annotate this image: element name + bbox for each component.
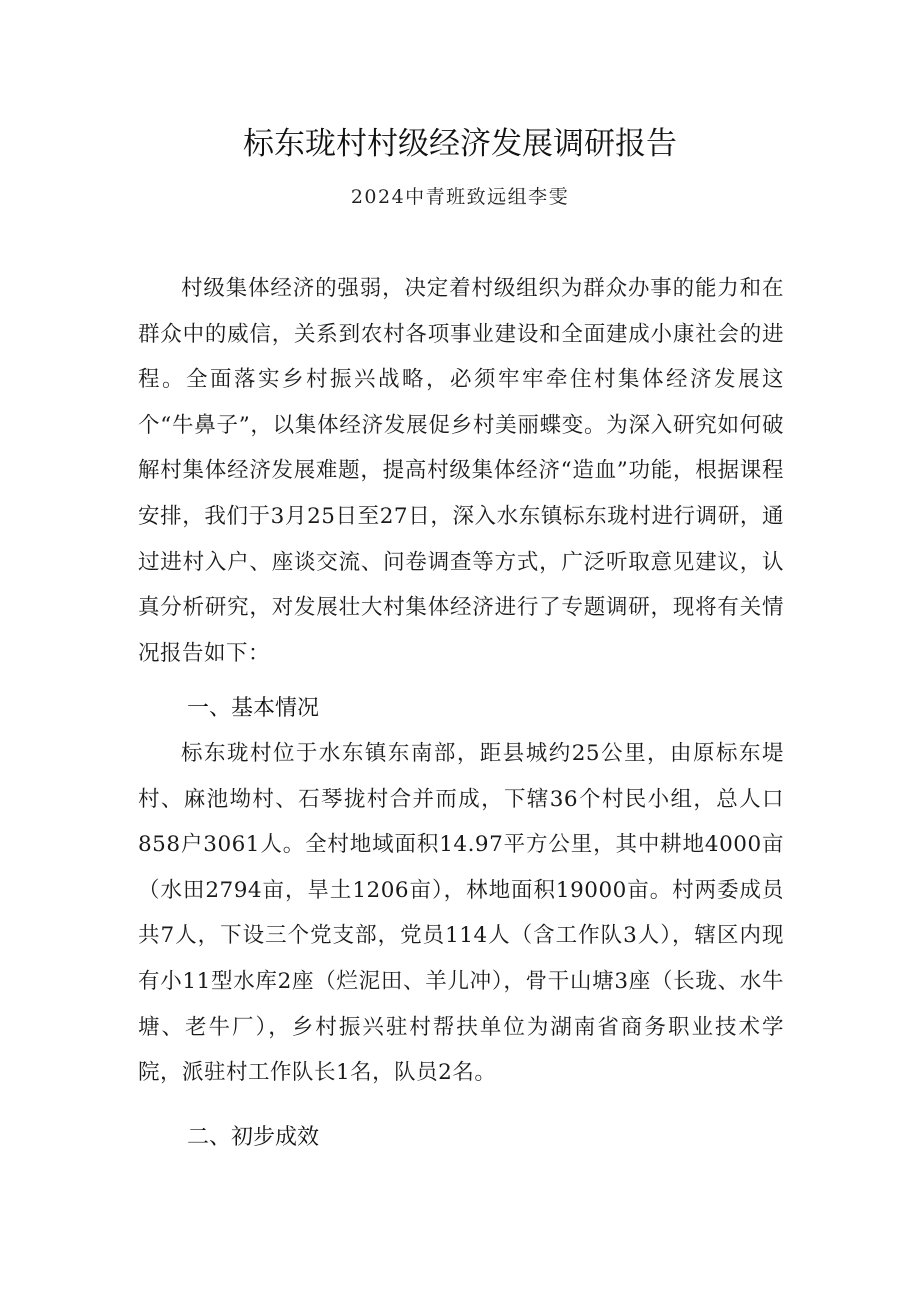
document-title: 标东珑村村级经济发展调研报告 xyxy=(243,126,677,162)
section-heading-initial-results: 二、初步成效 xyxy=(187,1125,320,1150)
document-subtitle: 2024中青班致远组李雯 xyxy=(350,186,570,208)
basic-info-paragraph xyxy=(138,731,784,1096)
intro-paragraph-text: 村级集体经济的强弱，决定着村级组织为群众办事的能力和在群众中的威信，关系到农村各项事业建设和全面建成小康社会的进程。全面落实乡村振兴战略，必须牢牢牵住村集体经济发展这个“牛鼻子”，以集体经济发展促乡村美丽蝶变。为深入研究如何破解村集体经济发展难题，提高村级集体经济“造血”功能，根据课程安排，我们于3月25日至27日，深入水东镇标东珑村进行调研，通过进村入户、座谈交流、问卷调查等方式，广泛听取意见建议，认真分析研究，对发展壮大村集体经济进行了专题调研，现将有关情况报告如下： xyxy=(138,276,784,666)
basic-info-paragraph-text: 标东珑村位于水东镇东南部，距县城约25公里，由原标东堤村、麻池坳村、石琴拢村合并而成，下辖36个村民小组，总人口858户3061人。全村地域面积14.97平方公里，其中耕地4000亩（水田2794亩，旱土1206亩），林地面积19000亩。村两委成员共7人，下设三个党支部，党员114人（含工作队3人），辖区内现有小11型水库2座（烂泥田、羊儿冲），骨干山塘3座（长珑、水牛塘、老牛厂），乡村振兴驻村帮扶单位为湖南省商务职业技术学院，派驻村工作队长1名，队员2名。 xyxy=(138,741,784,1086)
intro-paragraph xyxy=(138,266,784,676)
section-heading-basic-info: 一、基本情况 xyxy=(187,696,320,721)
